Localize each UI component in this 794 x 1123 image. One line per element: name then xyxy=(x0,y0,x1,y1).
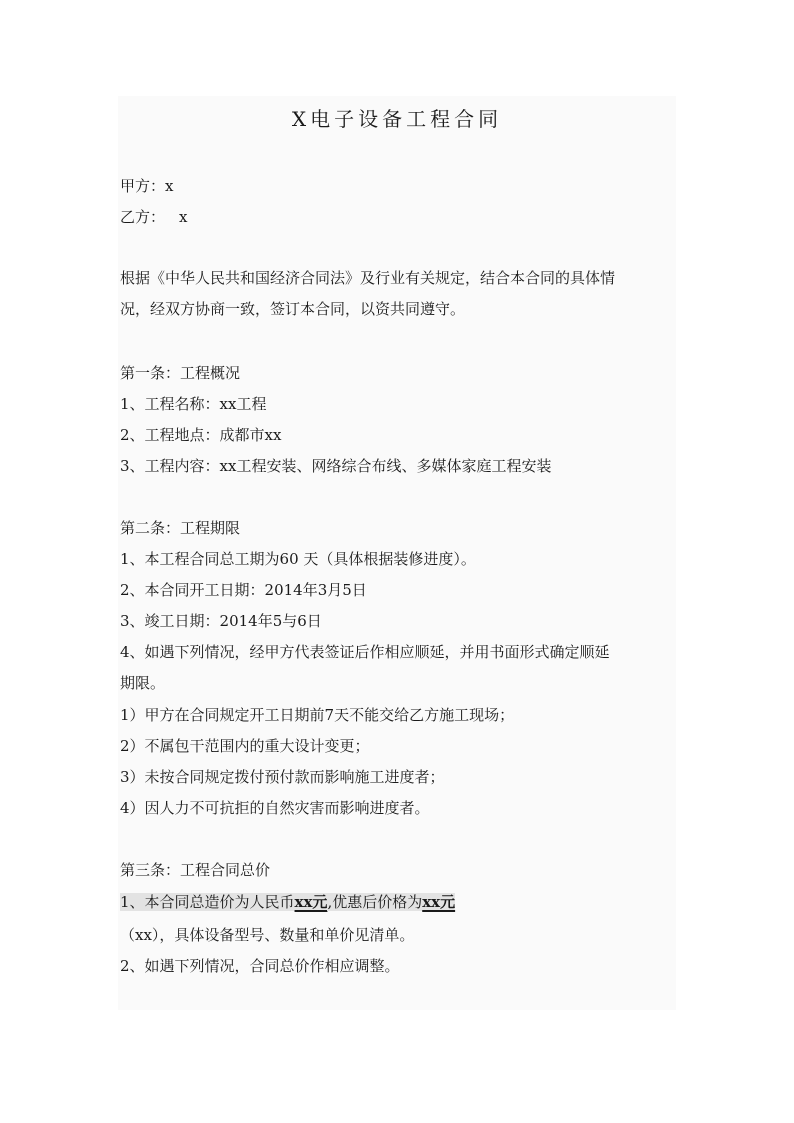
discount-price-amount: xx元 xyxy=(422,893,456,911)
article-2-subitem: 1）甲方在合同规定开工日期前7天不能交给乙方施工现场； xyxy=(120,706,515,724)
article-2-item: 期限。 xyxy=(120,674,166,692)
article-2-heading: 第二条：工程期限 xyxy=(120,519,241,537)
article-3-item: 2、如遇下列情况，合同总价作相应调整。 xyxy=(120,957,400,975)
intro-line: 况，经双方协商一致，签订本合同，以资共同遵守。 xyxy=(120,300,466,318)
article-2-subitem: 3）未按合同规定拨付预付款而影响施工进度者； xyxy=(120,768,445,786)
intro-line: 根据《中华人民共和国经济合同法》及行业有关规定，结合本合同的具体情 xyxy=(120,269,616,287)
party-b-value: x xyxy=(179,208,188,226)
article-3-item: （xx），具体设备型号、数量和单价见清单。 xyxy=(120,926,415,944)
article-2-subitem: 4）因人力不可抗拒的自然灾害而影响进度者。 xyxy=(120,799,430,817)
article-2-item: 3、竣工日期：2014年5与6日 xyxy=(120,612,322,630)
price-prefix: 1、本合同总造价为人民币 xyxy=(120,893,295,911)
party-b-label: 乙方： xyxy=(120,208,166,226)
article-1-item: 1、工程名称：xx工程 xyxy=(120,395,267,413)
article-1-item: 2、工程地点：成都市xx xyxy=(120,426,282,444)
article-2-item: 4、如遇下列情况，经甲方代表签证后作相应顺延，并用书面形式确定顺延 xyxy=(120,643,610,661)
article-3-heading: 第三条：工程合同总价 xyxy=(120,861,271,879)
article-2-item: 1、本工程合同总工期为60 天（具体根据装修进度）。 xyxy=(120,550,476,568)
party-b-line xyxy=(120,207,187,227)
article-2-item: 2、本合同开工日期：2014年3月5日 xyxy=(120,581,367,599)
contract-title: X电子设备工程合同 xyxy=(291,107,503,131)
price-amount: xx元 xyxy=(294,893,328,911)
price-middle: ,优惠后价格为 xyxy=(327,893,423,911)
party-a-line xyxy=(120,176,173,196)
article-2-subitem: 2）不属包干范围内的重大设计变更； xyxy=(120,737,370,755)
article-1-item: 3、工程内容：xx工程安装、网络综合布线、多媒体家庭工程安装 xyxy=(120,457,552,475)
article-1-heading: 第一条：工程概况 xyxy=(120,364,241,382)
price-line xyxy=(120,892,455,912)
party-a-value: x xyxy=(165,177,174,195)
party-a-label: 甲方： xyxy=(120,177,166,195)
